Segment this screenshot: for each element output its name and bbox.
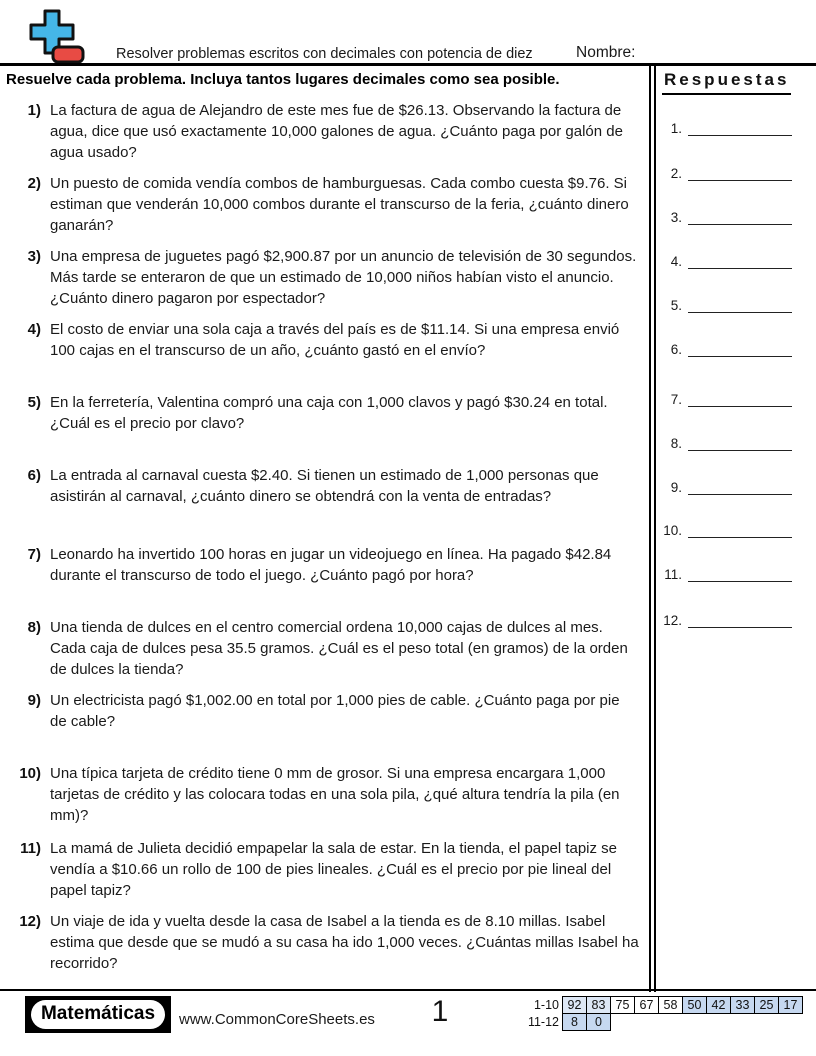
answer-row-4 — [656, 253, 814, 269]
answer-row-12 — [656, 612, 814, 628]
brand-badge — [25, 996, 171, 1033]
answer-blank-2[interactable] — [688, 165, 792, 181]
answer-number: 4. — [670, 254, 682, 269]
problem-number: 1) — [27, 102, 41, 119]
score-cell: 67 — [634, 996, 659, 1014]
answers-separator-line — [649, 66, 651, 992]
problem-1 — [0, 100, 648, 163]
problem-text: Un viaje de ida y vuelta desde la casa de Isabel a la tienda es de 8.10 millas. Isabel estima que desde que se mudó a su casa ha ido 1,000 veces. ¿Cuántas millas Isabel ha recorrido? — [50, 913, 639, 972]
problem-7 — [0, 544, 648, 586]
answer-blank-8[interactable] — [688, 435, 792, 451]
answer-row-3 — [656, 209, 814, 225]
score-cell: 50 — [682, 996, 707, 1014]
problem-3 — [0, 246, 648, 309]
answer-row-5 — [656, 297, 814, 313]
problem-number: 3) — [27, 248, 41, 265]
answer-number: 11. — [664, 567, 682, 582]
problem-text: La factura de agua de Alejandro de este mes fue de $26.13. Observando la factura de agua, dice que usó exactamente 10,000 galones de agua. ¿Cuánto paga por galón de agua usado? — [50, 102, 623, 161]
problem-text: La mamá de Julieta decidió empapelar la sala de estar. En la tienda, el papel tapiz se vendía a $10.66 un rollo de 100 de pies lineales. ¿Cuál es el precio por pie lineal del papel tapiz? — [50, 840, 618, 899]
answer-blank-1[interactable] — [688, 120, 792, 136]
instruction-text: Resuelve cada problema. Incluya tantos lugares decimales como sea posible. — [6, 71, 560, 88]
problem-number: 8) — [27, 619, 41, 636]
problem-2 — [0, 173, 648, 236]
answer-number: 3. — [670, 210, 682, 225]
score-cell: 92 — [562, 996, 587, 1014]
answer-row-9 — [656, 479, 814, 495]
answer-row-6 — [656, 341, 814, 357]
problem-11 — [0, 838, 648, 901]
brand-label: Matemáticas — [31, 1000, 165, 1029]
score-cell: 83 — [586, 996, 611, 1014]
website-link[interactable]: www.CommonCoreSheets.es — [179, 1011, 375, 1028]
problem-text: La entrada al carnaval cuesta $2.40. Si tienen un estimado de 1,000 personas que asistirán al carnaval, ¿cuánto dinero se obtendrá con la venta de entradas? — [50, 467, 599, 505]
answer-number: 2. — [670, 166, 682, 181]
score-row-label: 11-12 — [527, 1015, 559, 1029]
answer-blank-7[interactable] — [688, 391, 792, 407]
score-cell: 42 — [706, 996, 731, 1014]
page-number: 1 — [431, 995, 449, 1028]
answer-blank-3[interactable] — [688, 209, 792, 225]
answer-blank-9[interactable] — [688, 479, 792, 495]
score-grid — [500, 996, 803, 1031]
problem-10 — [0, 763, 648, 826]
answer-row-11 — [656, 566, 814, 582]
answer-number: 7. — [670, 392, 682, 407]
answer-row-2 — [656, 165, 814, 181]
problem-number: 6) — [27, 467, 41, 484]
problem-text: Un electricista pagó $1,002.00 en total por 1,000 pies de cable. ¿Cuánto paga por pie de cable? — [50, 692, 620, 730]
answer-number: 10. — [663, 523, 682, 538]
problem-number: 5) — [27, 394, 41, 411]
answer-blank-4[interactable] — [688, 253, 792, 269]
problem-text: Una típica tarjeta de crédito tiene 0 mm de grosor. Si una empresa encargara 1,000 tarjetas de crédito y las colocara todas en una sola pila, ¿qué altura tendría la pila (en mm)? — [50, 765, 620, 824]
problem-number: 2) — [27, 175, 41, 192]
score-row-11-12 — [500, 1013, 803, 1031]
answer-row-7 — [656, 391, 814, 407]
answer-row-1 — [656, 120, 814, 136]
name-label: Nombre: — [576, 44, 636, 61]
answer-blank-5[interactable] — [688, 297, 792, 313]
answer-blank-11[interactable] — [688, 566, 792, 582]
problem-number: 11) — [20, 840, 41, 857]
answer-blank-6[interactable] — [688, 341, 792, 357]
answer-number: 8. — [670, 436, 682, 451]
footer-divider — [0, 989, 816, 991]
problem-5 — [0, 392, 648, 434]
problem-text: En la ferretería, Valentina compró una caja con 1,000 clavos y pagó $30.24 en total. ¿Cuál es el precio por clavo? — [50, 394, 608, 432]
problem-number: 10) — [19, 765, 41, 782]
problem-12 — [0, 911, 648, 974]
page-title: Resolver problemas escritos con decimales con potencia de diez — [116, 46, 533, 62]
problem-9 — [0, 690, 648, 732]
score-cell: 17 — [778, 996, 803, 1014]
answer-blank-10[interactable] — [688, 522, 792, 538]
answer-row-10 — [656, 522, 814, 538]
score-row-1-10 — [500, 996, 803, 1014]
answer-number: 5. — [670, 298, 682, 313]
answer-row-8 — [656, 435, 814, 451]
header-divider — [0, 63, 816, 66]
answer-number: 12. — [663, 613, 682, 628]
score-row-label: 1-10 — [533, 998, 559, 1012]
answer-blank-12[interactable] — [688, 612, 792, 628]
score-cell: 0 — [586, 1013, 611, 1031]
problem-number: 4) — [27, 321, 41, 338]
score-cell: 25 — [754, 996, 779, 1014]
problem-text: Una empresa de juguetes pagó $2,900.87 por un anuncio de televisión de 30 segundos. Más tarde se enteraron de que un estimado de 10,000 niños habían visto el anuncio. ¿Cuánto dinero pagaron por espectador? — [50, 248, 637, 307]
problem-text: Un puesto de comida vendía combos de hamburguesas. Cada combo cuesta $9.76. Si estiman que venderán 10,000 combos durante el transcurso de la feria, ¿cuánto dinero ganarán? — [50, 175, 629, 234]
problem-4 — [0, 319, 648, 361]
answer-number: 9. — [670, 480, 682, 495]
problem-6 — [0, 465, 648, 507]
problem-text: El costo de enviar una sola caja a través del país es de $11.14. Si una empresa envió 100 cajas en el transcurso de un año, ¿cuánto gastó en el envío? — [50, 321, 620, 359]
score-cell: 58 — [658, 996, 683, 1014]
score-cell: 33 — [730, 996, 755, 1014]
score-cell: 75 — [610, 996, 635, 1014]
answer-number: 6. — [670, 342, 682, 357]
problem-8 — [0, 617, 648, 680]
answers-heading: Respuestas — [662, 70, 791, 95]
problem-text: Leonardo ha invertido 100 horas en jugar un videojuego en línea. Ha pagado $42.84 durante el transcurso de todo el juego. ¿Cuánto pagó por hora? — [50, 546, 612, 584]
plus-minus-icon — [22, 8, 86, 71]
problem-number: 7) — [27, 546, 41, 563]
answer-number: 1. — [670, 121, 682, 136]
problem-number: 12) — [19, 913, 41, 930]
score-cell: 8 — [562, 1013, 587, 1031]
problem-text: Una tienda de dulces en el centro comercial ordena 10,000 cajas de dulces al mes. Cada caja de dulces pesa 35.5 gramos. ¿Cuál es el peso total (en gramos) de la orden de dulces la tienda? — [50, 619, 628, 678]
problem-number: 9) — [27, 692, 41, 709]
